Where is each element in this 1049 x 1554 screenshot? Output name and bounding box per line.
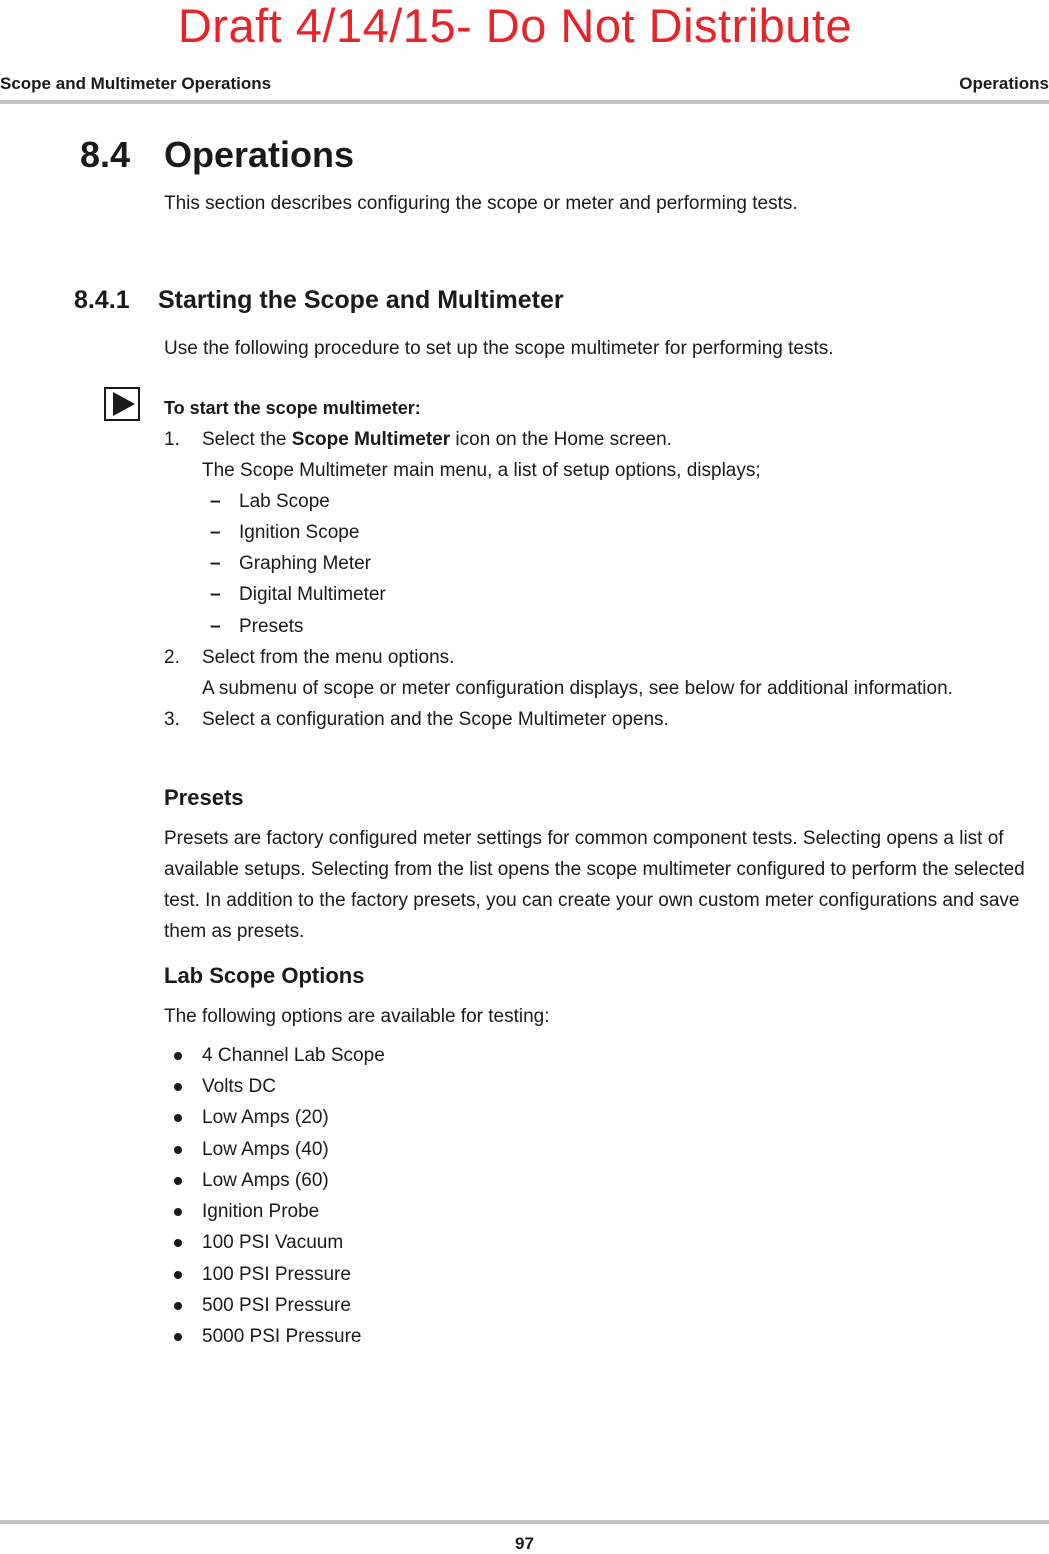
- menu-option-item: Ignition Scope: [239, 522, 360, 543]
- step-1-text-before: Select the: [202, 429, 292, 450]
- presets-body: Presets are factory configured meter settings for common component tests. Selecting opens a list of available setups. Selecting from the list opens the scope multimeter configured to perform the selected test. In addition to the factory presets, you can create your own custom meter configurations and save them as presets.: [164, 828, 1025, 942]
- section-heading: [80, 134, 354, 176]
- menu-option-dash: –: [210, 491, 221, 512]
- menu-option-dash: –: [210, 553, 221, 574]
- procedure-title: To start the scope multimeter:: [164, 398, 421, 418]
- menu-option-item: Digital Multimeter: [239, 584, 386, 605]
- running-header-section: Operations: [959, 74, 1049, 93]
- bullet-icon: [174, 1302, 182, 1310]
- presets-heading: Presets: [164, 785, 244, 810]
- list-item: Volts DC: [202, 1076, 276, 1097]
- bullet-icon: [174, 1052, 182, 1060]
- header-rule: [0, 100, 1049, 104]
- list-item: Low Amps (60): [202, 1170, 329, 1191]
- menu-option-dash: –: [210, 584, 221, 605]
- subsection-title: Starting the Scope and Multimeter: [158, 286, 564, 314]
- bullet-icon: [174, 1177, 182, 1185]
- lab-scope-options-intro: The following options are available for testing:: [164, 1006, 550, 1027]
- section-intro: This section describes configuring the scope or meter and performing tests.: [164, 193, 798, 214]
- step-3-text: Select a configuration and the Scope Multimeter opens.: [202, 709, 669, 730]
- subsection-number: 8.4.1: [74, 286, 130, 314]
- draft-watermark: Draft 4/14/15- Do Not Distribute: [177, 0, 853, 52]
- step-2-result: A submenu of scope or meter configuration displays, see below for additional information.: [202, 678, 953, 699]
- list-item: Low Amps (40): [202, 1139, 329, 1160]
- subsection-heading: [74, 286, 564, 315]
- list-item: Low Amps (20): [202, 1107, 329, 1128]
- bullet-icon: [174, 1114, 182, 1122]
- step-1-number: 1.: [164, 429, 180, 450]
- step-3-number: 3.: [164, 709, 180, 730]
- step-2-number: 2.: [164, 647, 180, 668]
- bullet-icon: [174, 1271, 182, 1279]
- subsection-intro: Use the following procedure to set up the scope multimeter for performing tests.: [164, 338, 834, 359]
- step-1-text-bold: Scope Multimeter: [291, 429, 451, 450]
- lab-scope-options-heading: Lab Scope Options: [164, 963, 365, 988]
- step-2-text: Select from the menu options.: [202, 647, 455, 668]
- step-1-result: The Scope Multimeter main menu, a list of setup options, displays;: [202, 460, 761, 481]
- bullet-icon: [174, 1146, 182, 1154]
- section-number: 8.4: [80, 134, 131, 175]
- list-item: 100 PSI Pressure: [202, 1264, 351, 1285]
- bullet-icon: [174, 1333, 182, 1341]
- menu-option-item: Graphing Meter: [239, 553, 372, 574]
- bullet-icon: [174, 1208, 182, 1216]
- running-header-chapter: Scope and Multimeter Operations: [0, 74, 272, 93]
- section-title: Operations: [164, 134, 355, 175]
- procedure-arrow-icon: [104, 387, 140, 421]
- list-item: 500 PSI Pressure: [202, 1295, 351, 1316]
- bullet-icon: [174, 1083, 182, 1091]
- bullet-icon: [174, 1239, 182, 1247]
- list-item: 4 Channel Lab Scope: [202, 1045, 385, 1066]
- step-1-text-after: icon on the Home screen.: [450, 429, 672, 450]
- menu-option-dash: –: [210, 616, 221, 637]
- menu-option-dash: –: [210, 522, 221, 543]
- menu-option-item: Presets: [239, 616, 304, 637]
- list-item: 5000 PSI Pressure: [202, 1326, 362, 1347]
- page-number: 97: [515, 1534, 534, 1553]
- step-1-text: [202, 429, 672, 451]
- footer-rule: [0, 1520, 1049, 1524]
- list-item: Ignition Probe: [202, 1201, 320, 1222]
- list-item: 100 PSI Vacuum: [202, 1232, 344, 1253]
- menu-option-item: Lab Scope: [239, 491, 330, 512]
